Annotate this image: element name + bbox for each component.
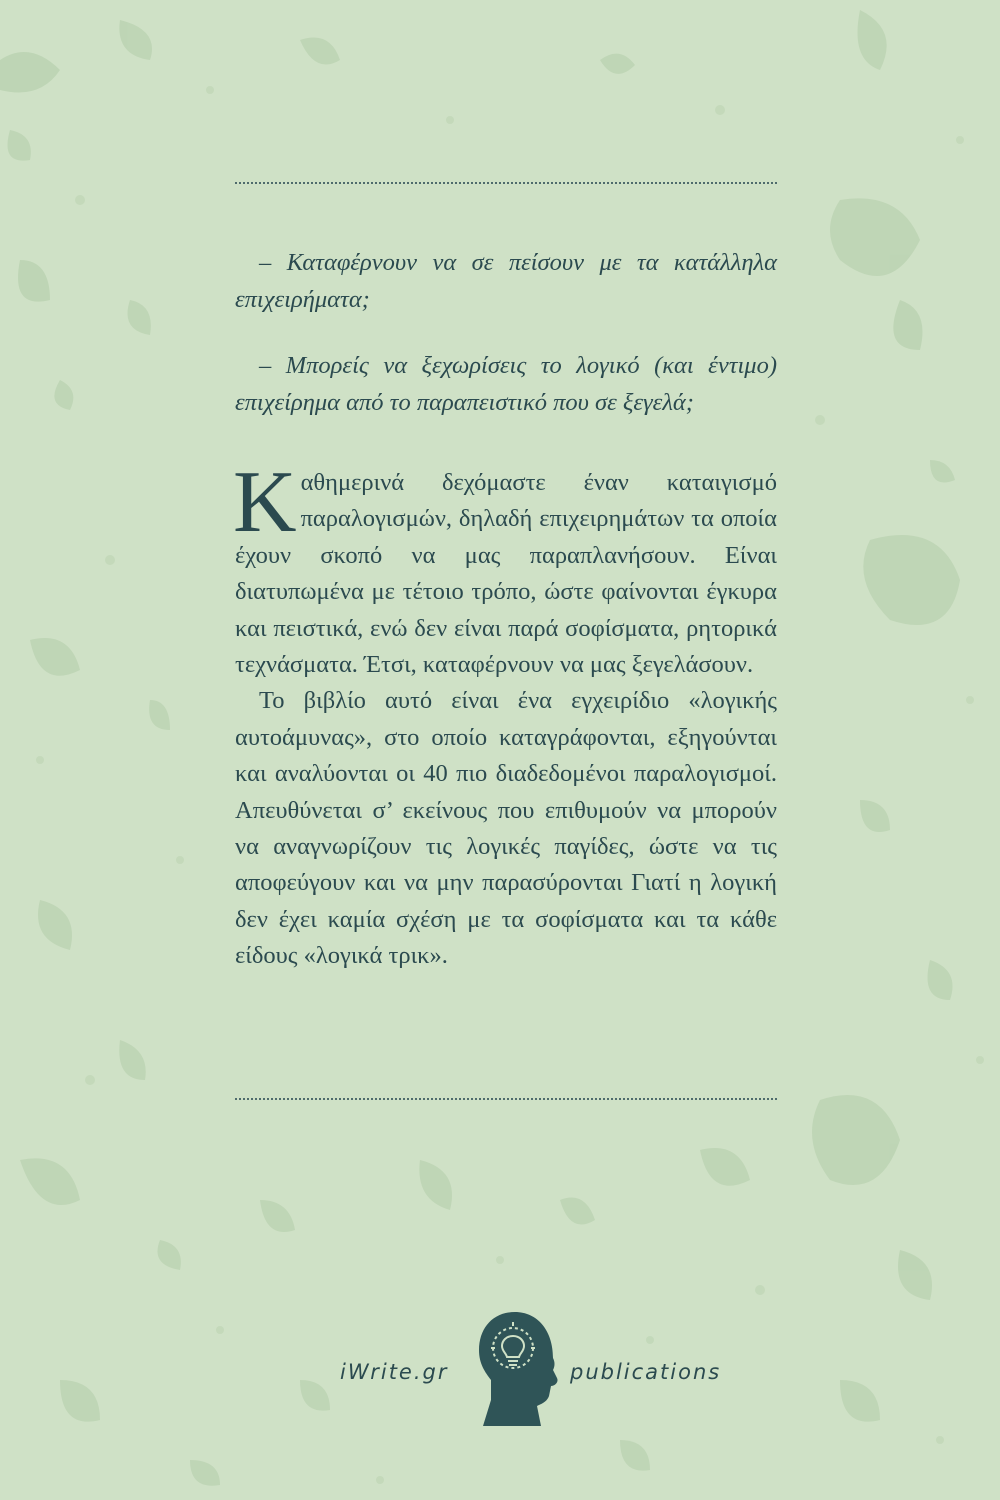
- publications-label: publications: [570, 1360, 722, 1384]
- head-lightbulb-icon: [475, 1310, 565, 1428]
- paragraph-1-text: αθημερινά δεχόμαστε έναν καταιγισμό παραλογισμών, δηλαδή επιχειρημάτων τα οποία έχουν σκοπό να μας παραπλανήσουν. Είναι διατυπωμένα με τέτοιο τρόπο, ώστε φαίνονται έγκυρα και πειστικά, ενώ δεν είναι παρά σοφίσματα, ρητορικά τεχνάσματα. Έτσι, καταφέρνουν να μας ξεγελάσουν.: [235, 469, 777, 679]
- questions-block: [235, 244, 777, 450]
- blurb-text: [233, 454, 777, 975]
- question-1: – Καταφέρνουν να σε πείσουν με τα κατάλληλα επιχειρήματα;: [235, 249, 777, 313]
- publisher-logo: [340, 1310, 740, 1430]
- paragraph-1: [233, 454, 777, 683]
- drop-cap: Κ: [233, 454, 297, 551]
- paragraph-2: Το βιβλίο αυτό είναι ένα εγχειρίδιο «λογικής αυτοάμυνας», στο οποίο καταγράφονται, εξηγούνται και αναλύονται οι 40 πιο διαδεδομένοι παραλογισμοί. Απευθύνεται σ’ εκείνους που επιθυμούν να μπορούν να αναγνωρίζουν τις λογικές παγίδες, ώστε να τις αποφεύγουν και να μην παρασύρονται Γιατί η λογική δεν έχει καμία σχέση με τα σοφίσματα και τα κάθε είδους «λογικά τρικ».: [235, 687, 777, 970]
- publisher-name: iWrite.gr: [340, 1360, 449, 1384]
- bottom-divider: [235, 1098, 777, 1100]
- question-2: – Μπορείς να ξεχωρίσεις το λογικό (και έντιμο) επιχείρημα από το παραπειστικό που σε ξεγελά;: [235, 352, 777, 416]
- top-divider: [235, 182, 777, 184]
